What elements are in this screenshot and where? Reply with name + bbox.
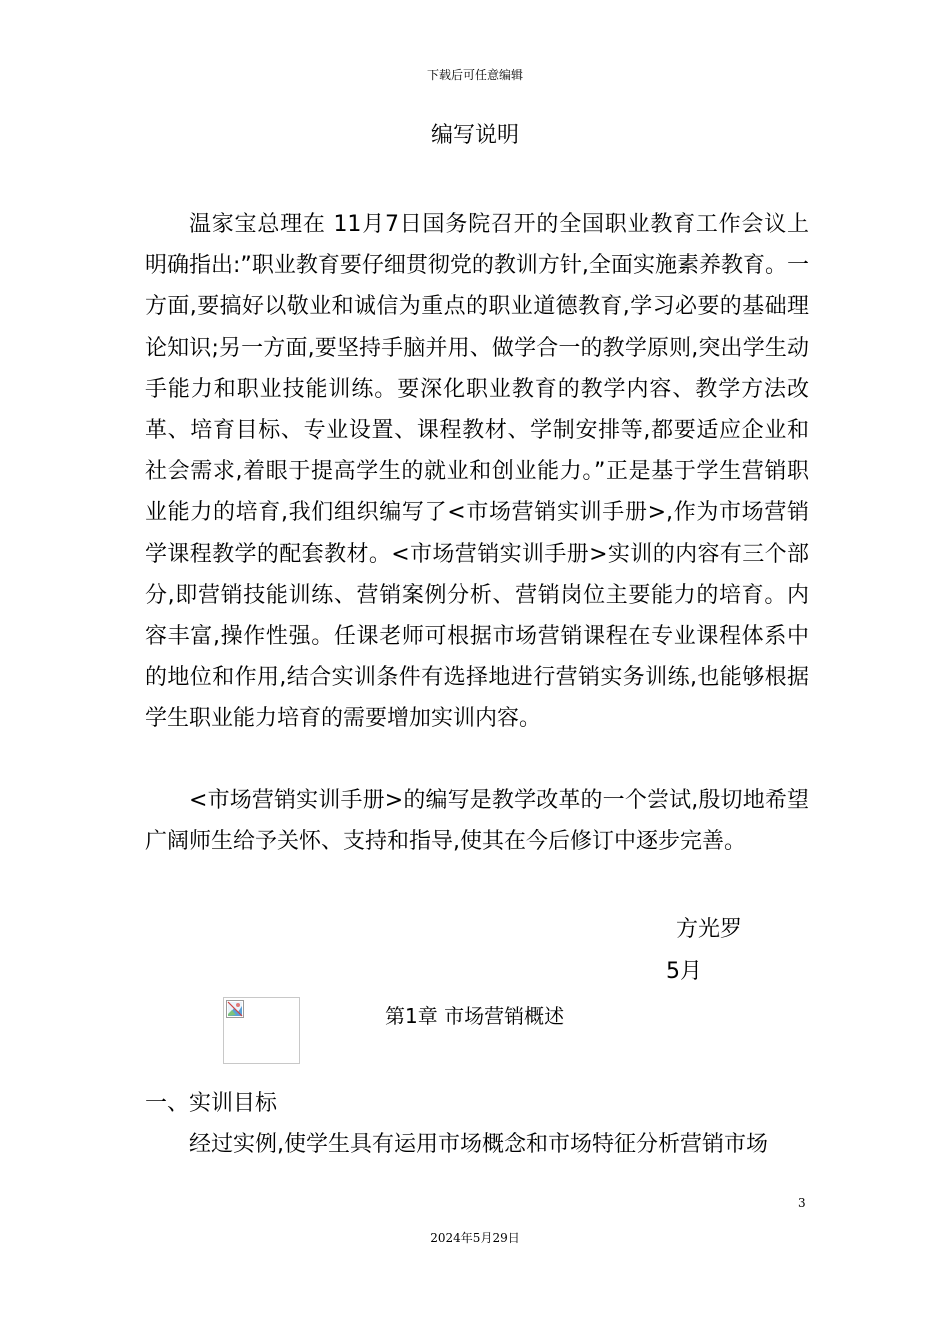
page-number: 3: [798, 1196, 806, 1210]
preface-paragraph-2: <市场营销实训手册>的编写是教学改革的一个尝试,殷切地希望广阔师生给予关怀、支持和指导,使其在今后修订中逐步完善。: [145, 788, 809, 855]
document-title: 编写说明: [430, 123, 519, 148]
broken-image-icon: [226, 1000, 244, 1018]
footer-date: 2024年5月29日: [430, 1231, 520, 1245]
date-month: 5月: [666, 959, 702, 984]
author-name: 方光罗: [676, 917, 743, 942]
image-placeholder: [223, 997, 300, 1064]
section-heading: 一、实训目标: [145, 1091, 278, 1116]
preface-paragraph-1: 温家宝总理在 11月7日国务院召开的全国职业教育工作会议上明确指出:”职业教育要仔细贯彻党的教训方针,全面实施素养教育。一方面,要搞好以敬业和诚信为重点的职业道德教育,学习必要的基础理论知识;另一方面,要坚持手脑并用、做学合一的教学原则,突出学生动手能力和职业技能训练。要深化职业教育的教学内容、教学方法改革、培育目标、专业设置、课程教材、学制安排等,都要适应企业和社会需求,着眼于提高学生的就业和创业能力。”正是基于学生营销职业能力的培育,我们组织编写了<市场营销实训手册>,作为市场营销学课程教学的配套教材。<市场营销实训手册>实训的内容有三个部分,即营销技能训练、营销案例分析、营销岗位主要能力的培育。内容丰富,操作性强。任课老师可根据市场营销课程在专业课程体系中的地位和作用,结合实训条件有选择地进行营销实务训练,也能够根据学生职业能力培育的需要增加实训内容。: [145, 212, 809, 732]
section-paragraph: 经过实例,使学生具有运用市场概念和市场特征分析营销市场: [189, 1132, 768, 1157]
chapter-title: 第1章 市场营销概述: [385, 1004, 565, 1028]
page-header-note: 下载后可任意编辑: [426, 68, 523, 82]
